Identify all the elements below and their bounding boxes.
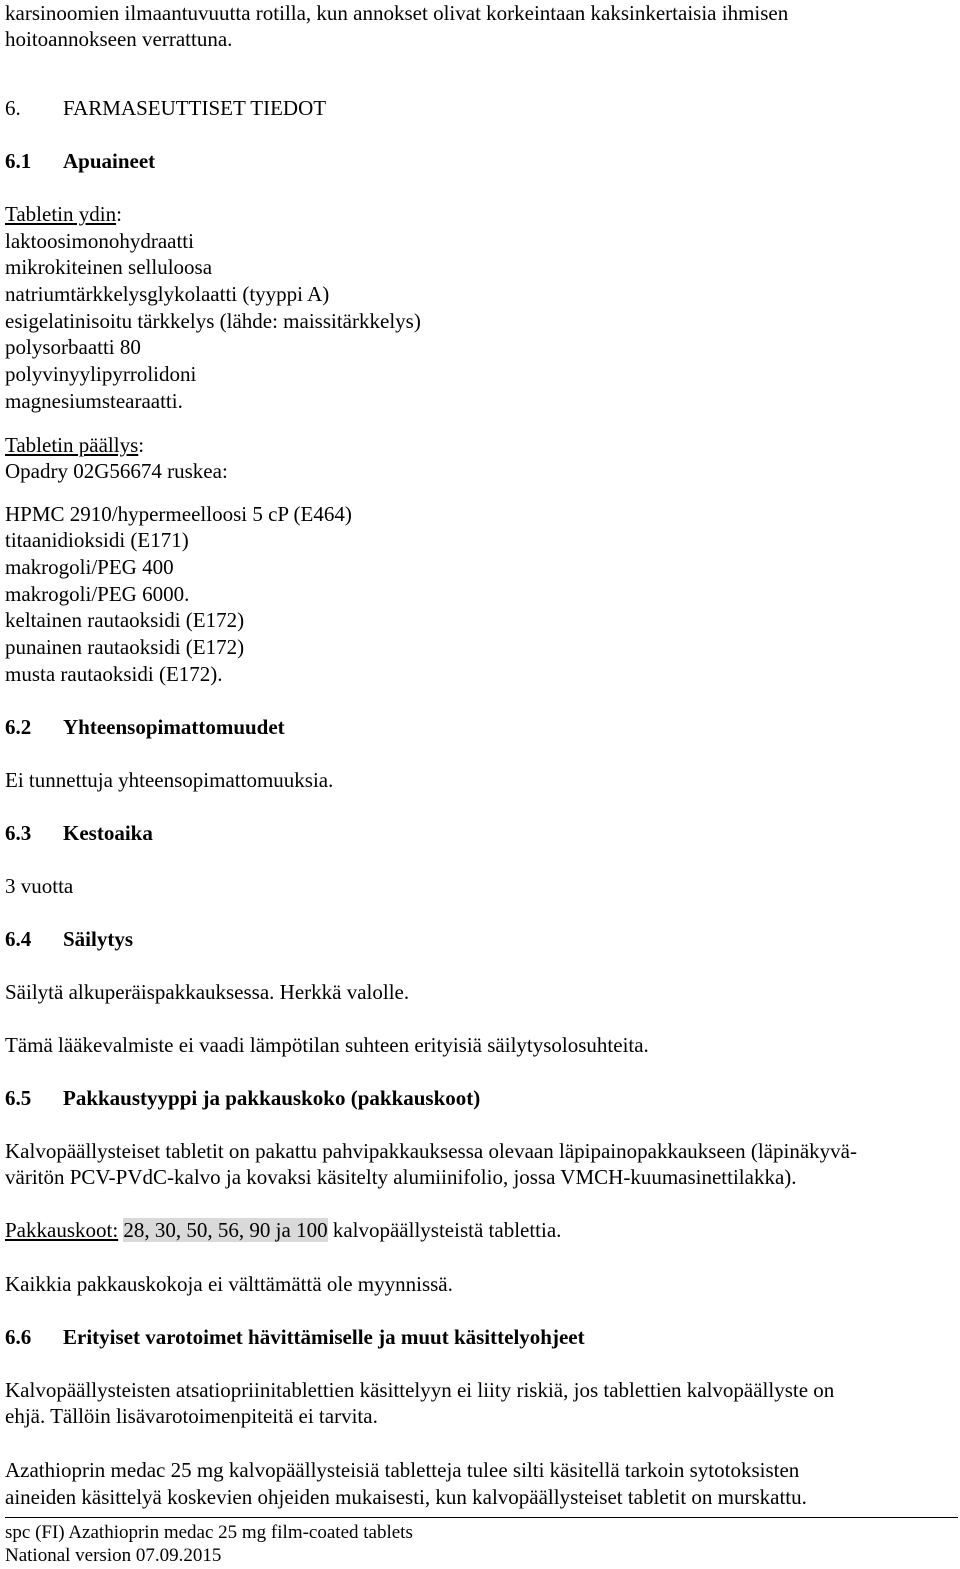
subsection-number: 6.3	[5, 821, 32, 845]
paragraph-line: Kalvopäällysteiset tabletit on pakattu pahvipakkauksessa olevaan läpipainopakkaukseen (läpinäkyvä-	[5, 1139, 857, 1163]
paragraph: Tämä lääkevalmiste ei vaadi lämpötilan suhteen erityisiä säilytysolosuhteita.	[5, 1033, 649, 1057]
subsection-title: Kestoaika	[63, 821, 153, 845]
ingredient-item: esigelatinisoitu tärkkelys (lähde: maissitärkkelys)	[5, 309, 421, 333]
paragraph-line: Azathioprin medac 25 mg kalvopäällysteisiä tabletteja tulee silti käsitellä tarkoin sytotoksisten	[5, 1458, 800, 1482]
subsection-heading	[5, 148, 155, 174]
section-title: FARMASEUTTISET TIEDOT	[63, 96, 327, 120]
pack-sizes	[5, 1217, 561, 1243]
ingredient-item: laktoosimonohydraatti	[5, 229, 194, 253]
ingredient-item: polyvinyylipyrrolidoni	[5, 362, 197, 386]
ingredient-item: natriumtärkkelysglykolaatti (tyyppi A)	[5, 282, 330, 306]
coating-heading: Tabletin päällys:	[5, 433, 145, 457]
subsection-title: Yhteensopimattomuudet	[63, 715, 285, 739]
subsection-number: 6.6	[5, 1325, 32, 1349]
subsection-number: 6.1	[5, 149, 32, 173]
subsection-title: Erityiset varotoimet hävittämiselle ja muut käsittelyohjeet	[63, 1325, 585, 1349]
paragraph: Kaikkia pakkauskokoja ei välttämättä ole myynnissä.	[5, 1272, 453, 1296]
coating-item: HPMC 2910/hypermeelloosi 5 cP (E464)	[5, 502, 352, 526]
coating-item: punainen rautaoksidi (E172)	[5, 635, 245, 659]
core-heading: Tabletin ydin:	[5, 202, 122, 226]
intro-line: hoitoannokseen verrattuna.	[5, 27, 233, 51]
footer-line: National version 07.09.2015	[5, 1545, 222, 1566]
subsection-heading	[5, 1324, 585, 1350]
subsection-number: 6.2	[5, 715, 32, 739]
section-heading	[5, 95, 326, 121]
ingredient-item: polysorbaatti 80	[5, 335, 141, 359]
coating-item: makrogoli/PEG 6000.	[5, 582, 190, 606]
footer-divider	[5, 1517, 958, 1518]
subsection-title: Pakkaustyyppi ja pakkauskoko (pakkauskoot)	[63, 1086, 481, 1110]
subsection-number: 6.4	[5, 927, 32, 951]
paragraph-line: väritön PCV-PVdC-kalvo ja kovaksi käsitelty alumiinifolio, jossa VMCH-kuumasinettilakka).	[5, 1165, 797, 1189]
paragraph: 3 vuotta	[5, 874, 74, 898]
paragraph: Säilytä alkuperäispakkauksessa. Herkkä valolle.	[5, 980, 410, 1004]
subsection-heading	[5, 1085, 480, 1111]
pack-sizes-values: 28, 30, 50, 56, 90 ja 100	[123, 1218, 328, 1242]
core-label: Tabletin ydin	[5, 202, 117, 226]
footer-line: spc (FI) Azathioprin medac 25 mg film-coated tablets	[5, 1522, 413, 1543]
section-number: 6.	[5, 96, 21, 120]
pack-sizes-suffix: kalvopäällysteistä tablettia.	[332, 1218, 562, 1242]
paragraph-line: Kalvopäällysteisten atsatiopriinitablettien käsittelyyn ei liity riskiä, jos tablettien kalvopäällyste on	[5, 1378, 835, 1402]
paragraph-line: aineiden käsittelyä koskevien ohjeiden mukaisesti, kun kalvopäällysteiset tabletit on murskattu.	[5, 1485, 807, 1509]
subsection-heading	[5, 820, 153, 846]
paragraph: Ei tunnettuja yhteensopimattomuuksia.	[5, 768, 334, 792]
coating-item: musta rautaoksidi (E172).	[5, 662, 223, 686]
paragraph-line: ehjä. Tällöin lisävarotoimenpiteitä ei tarvita.	[5, 1404, 378, 1428]
coating-item: makrogoli/PEG 400	[5, 555, 174, 579]
coating-name: Opadry 02G56674 ruskea:	[5, 459, 228, 483]
subsection-title: Apuaineet	[63, 149, 156, 173]
ingredient-item: mikrokiteinen selluloosa	[5, 255, 213, 279]
subsection-title: Säilytys	[63, 927, 134, 951]
coating-item: titaanidioksidi (E171)	[5, 528, 189, 552]
coating-item: keltainen rautaoksidi (E172)	[5, 608, 245, 632]
coating-label: Tabletin päällys	[5, 433, 139, 457]
subsection-heading	[5, 926, 133, 952]
pack-sizes-label: Pakkauskoot:	[5, 1218, 119, 1242]
subsection-number: 6.5	[5, 1086, 32, 1110]
intro-line: karsinoomien ilmaantuvuutta rotilla, kun annokset olivat korkeintaan kaksinkertaisia ihmisen	[5, 1, 789, 25]
subsection-heading	[5, 714, 285, 740]
ingredient-item: magnesiumstearaatti.	[5, 389, 183, 413]
